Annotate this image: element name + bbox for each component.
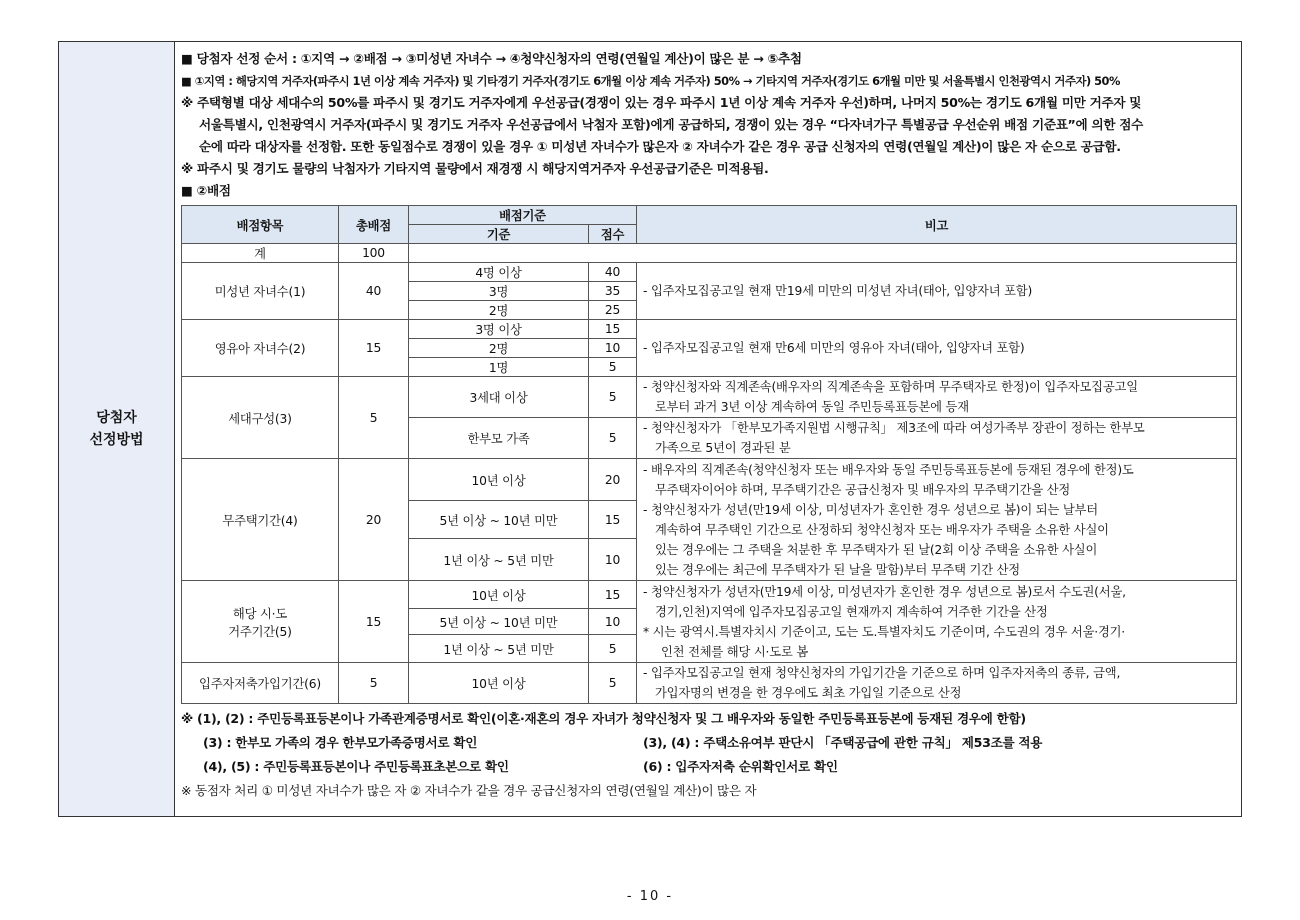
residence-label-line2: 거주기간(5) <box>228 624 292 639</box>
footnote-4-5: (4), (5) : 주민등록표등본이나 주민등록표초본으로 확인 <box>203 759 509 774</box>
note-line: 계속하여 무주택인 기간으로 산정하되 청약신청자 또는 배우자가 주택을 소유한 사실이 <box>655 522 1109 537</box>
savings-label: 입주자저축가입기간(6) <box>182 663 339 704</box>
criteria-points: 5 <box>589 635 637 663</box>
footnote-6: (6) : 입주자저축 순위확인서로 확인 <box>643 759 838 774</box>
footnote-3-4: (3), (4) : 주택소유여부 판단시 「주택공급에 관한 규칙」 제53조를 적용 <box>643 735 1043 750</box>
priority-note-line2: 서울특별시, 인천광역시 거주자(파주시 및 경기도 거주자 우선공급에서 낙첨자 포함)에게 공급하되, 경쟁이 있는 경우 “다자녀가구 특별공급 우선순위 배점 기준표”에 의한 점수 <box>199 117 1144 132</box>
header-points: 점수 <box>589 225 637 244</box>
criteria-basis: 1년 이상 ~ 5년 미만 <box>409 539 589 581</box>
savings-total: 5 <box>339 663 409 704</box>
household-note-2 <box>637 418 1237 459</box>
note-line: 있는 경우에는 최근에 무주택자가 된 날을 말함)부터 무주택 기간 산정 <box>655 562 1020 577</box>
tie-break-note: ※ 동점자 처리 ① 미성년 자녀수가 많은 자 ② 자녀수가 같을 경우 공급신청자의 연령(연월일 계산)이 많은 자 <box>181 783 757 798</box>
criteria-points: 5 <box>589 358 637 377</box>
criteria-points: 35 <box>589 282 637 301</box>
residence-total: 15 <box>339 581 409 663</box>
criteria-points: 15 <box>589 581 637 609</box>
household-note-1 <box>637 377 1237 418</box>
residence-label-line1: 해당 시·도 <box>232 606 288 621</box>
criteria-basis: 한부모 가족 <box>409 418 589 459</box>
minor-children-total: 40 <box>339 263 409 320</box>
criteria-points: 10 <box>589 539 637 581</box>
footnote-3: (3) : 한부모 가족의 경우 한부모가족증명서로 확인 <box>203 735 478 750</box>
table-row <box>182 459 1237 501</box>
note-line: * 시는 광역시.특별자치시 기준이고, 도는 도.특별자치도 기준이며, 수도권의 경우 서울·경기· <box>643 624 1126 639</box>
criteria-basis: 10년 이상 <box>409 663 589 704</box>
reapply-note: ※ 파주시 및 경기도 물량의 낙첨자가 기타지역 물량에서 재경쟁 시 해당지역거주자 우선공급기준은 미적용됨. <box>181 161 769 176</box>
homeless-label: 무주택기간(4) <box>182 459 339 581</box>
criteria-points: 20 <box>589 459 637 501</box>
homeless-total: 20 <box>339 459 409 581</box>
household-total: 5 <box>339 377 409 459</box>
table-row-sum <box>182 244 1237 263</box>
score-table <box>181 205 1237 704</box>
criteria-basis: 5년 이상 ~ 10년 미만 <box>409 609 589 635</box>
household-label: 세대구성(3) <box>182 377 339 459</box>
residence-note <box>637 581 1237 663</box>
header-criteria: 배점기준 <box>409 206 637 225</box>
region-rule: ■ ①지역 : 해당지역 거주자(파주시 1년 이상 계속 거주자) 및 기타경기 거주자(경기도 6개월 이상 계속 거주자) 50% → 기타지역 거주자(경기도 6개월 미만 및 서울특별시 인천광역시 거주자) 50% <box>181 74 1120 88</box>
criteria-points: 5 <box>589 663 637 704</box>
residence-label <box>182 581 339 663</box>
footnote-row-3 <box>181 755 1237 779</box>
infant-children-total: 15 <box>339 320 409 377</box>
header-remarks: 비고 <box>637 206 1237 244</box>
section-label-cell <box>59 42 175 816</box>
score-heading: ■ ②배점 <box>181 183 231 198</box>
table-footnotes <box>181 707 1237 803</box>
table-row <box>182 320 1237 339</box>
criteria-basis: 2명 <box>409 301 589 320</box>
criteria-points: 10 <box>589 609 637 635</box>
criteria-points: 25 <box>589 301 637 320</box>
note-line: 가입자명의 변경을 한 경우에도 최초 가입일 기준으로 산정 <box>655 686 962 700</box>
priority-note-line1: ※ 주택형별 대상 세대수의 50%를 파주시 및 경기도 거주자에게 우선공급(경쟁이 있는 경우 파주시 1년 이상 계속 거주자 우선)하며, 나머지 50%는 경기도 6개월 미만 거주자 및 <box>181 95 1142 110</box>
note-line: 경기,인천)지역에 입주자모집공고일 현재까지 계속하여 거주한 기간을 산정 <box>655 604 1048 619</box>
note-line: 있는 경우에는 그 주택을 처분한 후 무주택자가 된 날(2회 이상 주택을 소유한 사실이 <box>655 542 1098 557</box>
criteria-points: 40 <box>589 263 637 282</box>
criteria-points: 15 <box>589 501 637 539</box>
criteria-basis: 3세대 이상 <box>409 377 589 418</box>
criteria-points: 15 <box>589 320 637 339</box>
section-label-line2: 선정방법 <box>89 432 144 448</box>
note-line: - 청약신청자가 성년자(만19세 이상, 미성년자가 혼인한 경우 성년으로 봄)로서 수도권(서울, <box>643 584 1126 599</box>
note-line: 무주택자이어야 하며, 무주택기간은 공급신청자 및 배우자의 무주택기간을 산정 <box>655 482 1071 497</box>
selection-method-box <box>58 41 1242 817</box>
section-label-line1: 당첨자 <box>96 410 137 426</box>
note-line: - 청약신청자가 성년(만19세 이상, 미성년자가 혼인한 경우 성년으로 봄)이 되는 날부터 <box>643 502 1098 517</box>
note-line: 인천 전체를 해당 시·도로 봄 <box>661 644 809 659</box>
note-line: - 입주자모집공고일 현재 청약신청자의 가입기간을 기준으로 하며 입주자저축의 종류, 금액, <box>643 666 1121 680</box>
page-number: - 10 - <box>626 889 674 904</box>
table-row <box>182 581 1237 609</box>
criteria-basis: 10년 이상 <box>409 459 589 501</box>
minor-children-label: 미성년 자녀수(1) <box>182 263 339 320</box>
footnote-row-2 <box>181 731 1237 755</box>
criteria-basis: 3명 이상 <box>409 320 589 339</box>
note-line: - 청약신청자와 직계존속(배우자의 직계존속을 포함하며 무주택자로 한정)이 입주자모집공고일 <box>643 380 1138 394</box>
header-total: 총배점 <box>339 206 409 244</box>
note-line: 가족으로 5년이 경과된 분 <box>655 441 791 455</box>
sum-label: 계 <box>182 244 339 263</box>
sum-total: 100 <box>339 244 409 263</box>
table-row <box>182 263 1237 282</box>
table-row <box>182 377 1237 418</box>
infant-children-label: 영유아 자녀수(2) <box>182 320 339 377</box>
priority-note-line3: 순에 따라 대상자를 선정함. 또한 동일점수로 경쟁이 있을 경우 ① 미성년 자녀수가 많은자 ② 자녀수가 같은 경우 공급 신청자의 연령(연월일 계산)이 많은 자 순으로 공급함. <box>199 139 1121 154</box>
homeless-note <box>637 459 1237 581</box>
section-content <box>181 48 1237 803</box>
savings-note <box>637 663 1237 704</box>
note-line: - 청약신청자가 「한부모가족지원법 시행규칙」 제3조에 따라 여성가족부 장관이 정하는 한부모 <box>643 421 1145 435</box>
note-line: - 배우자의 직계존속(청약신청자 또는 배우자와 동일 주민등록표등본에 등재된 경우에 한정)도 <box>643 462 1134 477</box>
criteria-basis: 3명 <box>409 282 589 301</box>
note-line: 로부터 과거 3년 이상 계속하여 동일 주민등록표등본에 등재 <box>655 400 969 414</box>
criteria-basis: 1명 <box>409 358 589 377</box>
criteria-basis: 10년 이상 <box>409 581 589 609</box>
table-header-row <box>182 206 1237 225</box>
minor-children-note: - 입주자모집공고일 현재 만19세 미만의 미성년 자녀(태아, 입양자녀 포함) <box>637 263 1237 320</box>
criteria-points: 10 <box>589 339 637 358</box>
criteria-basis: 2명 <box>409 339 589 358</box>
criteria-basis: 5년 이상 ~ 10년 미만 <box>409 501 589 539</box>
criteria-basis: 1년 이상 ~ 5년 미만 <box>409 635 589 663</box>
selection-order: ■ 당첨자 선정 순서 : ①지역 → ②배점 → ③미성년 자녀수 → ④청약신청자의 연령(연월일 계산)이 많은 분 → ⑤추첨 <box>181 51 802 66</box>
criteria-points: 5 <box>589 418 637 459</box>
criteria-points: 5 <box>589 377 637 418</box>
criteria-basis: 4명 이상 <box>409 263 589 282</box>
table-row <box>182 663 1237 704</box>
infant-children-note: - 입주자모집공고일 현재 만6세 미만의 영유아 자녀(태아, 입양자녀 포함) <box>637 320 1237 377</box>
header-item: 배점항목 <box>182 206 339 244</box>
header-basis: 기준 <box>409 225 589 244</box>
footnote-1-2: ※ (1), (2) : 주민등록표등본이나 가족관계증명서로 확인(이혼·재혼의 경우 자녀가 청약신청자 및 그 배우자와 동일한 주민등록표등본에 등재된 경우에 한함) <box>181 711 1026 726</box>
